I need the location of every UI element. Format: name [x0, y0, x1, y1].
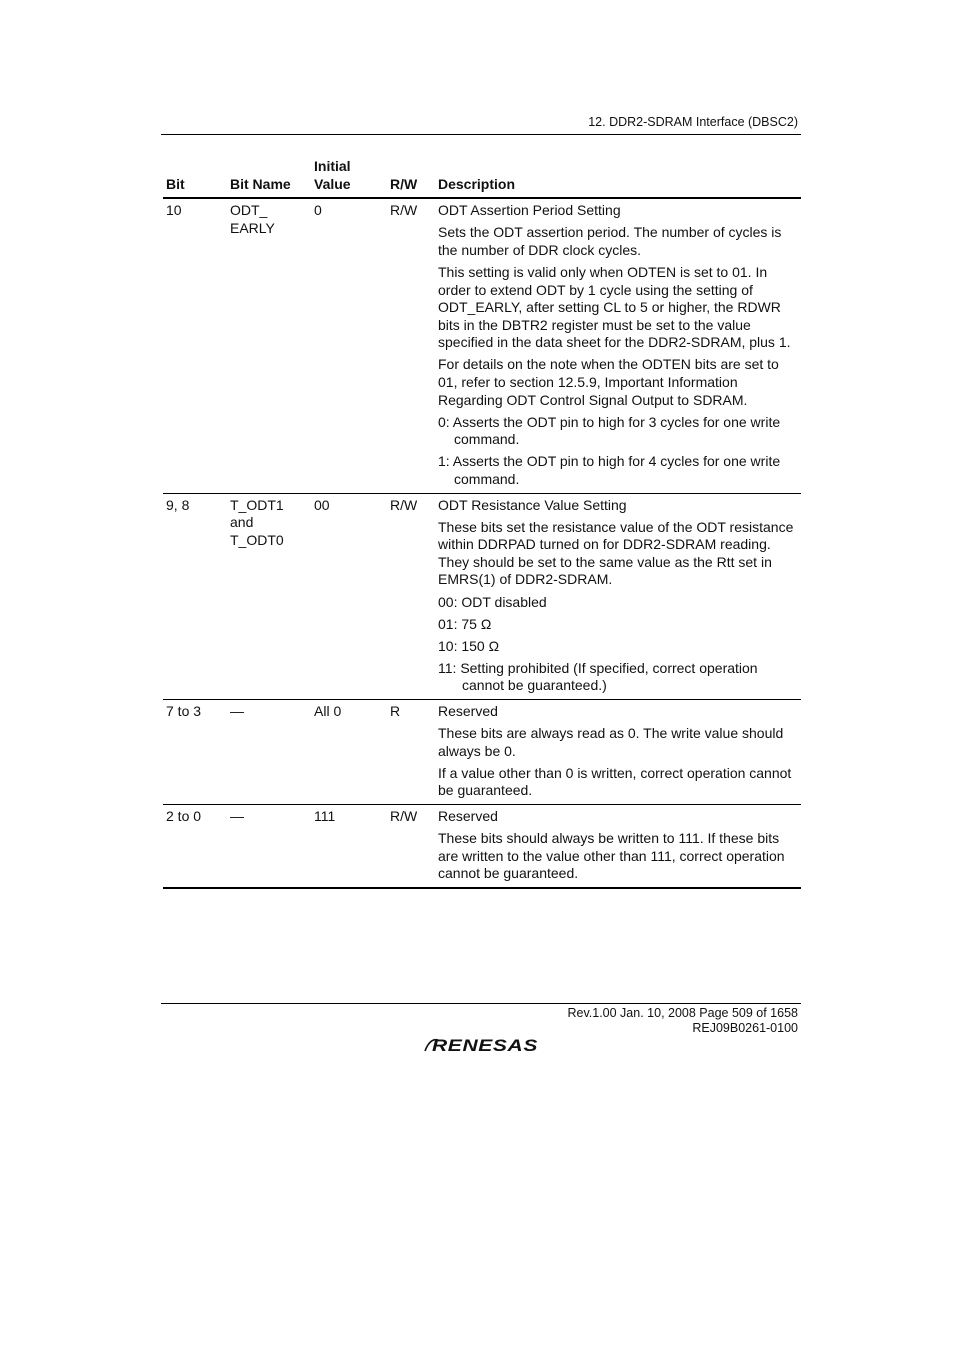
desc-title: ODT Resistance Value Setting: [438, 496, 627, 513]
bit-name-line: ODT_: [230, 202, 268, 219]
header-rule: [161, 134, 801, 135]
cell-description: [435, 493, 801, 699]
col-header-description: Description: [438, 175, 516, 192]
register-bit-table: [163, 156, 801, 889]
cell-bit: 10: [166, 202, 182, 219]
table-row: [163, 700, 801, 805]
col-header-bit-name: Bit Name: [230, 175, 291, 192]
table-row: [163, 805, 801, 888]
footer-rule: [161, 1003, 801, 1004]
cell-bit-name: [227, 493, 311, 699]
desc-option: 0: Asserts the ODT pin to high for 3 cycles for one write command.: [438, 413, 781, 448]
cell-rw: R: [390, 703, 401, 720]
desc-paragraph: If a value other than 0 is written, correct operation cannot be guaranteed.: [438, 764, 792, 799]
desc-paragraph: This setting is valid only when ODTEN is set to 01. In order to extend ODT by 1 cycle using the setting of ODT_EARLY, after setting CL to 5 or higher, the RDWR bits in the DBTR2 register must be set to the value specified in the data sheet for the DDR2-SDRAM, plus 1.: [438, 263, 791, 351]
desc-paragraph: Sets the ODT assertion period. The number of cycles is the number of DDR clock cycles.: [438, 224, 782, 258]
cell-initial-value: 0: [314, 202, 322, 219]
bit-name-line: EARLY: [230, 219, 275, 236]
footer-revision: Rev.1.00 Jan. 10, 2008 Page 509 of 1658: [567, 1006, 798, 1020]
col-header-rw: R/W: [390, 175, 418, 192]
desc-option: 1: Asserts the ODT pin to high for 4 cycles for one write command.: [438, 453, 781, 487]
cell-description: [435, 700, 801, 805]
cell-rw: R/W: [390, 496, 418, 513]
cell-initial-value: All 0: [314, 703, 342, 720]
desc-option: 10: 150 Ω: [438, 637, 500, 654]
col-header-initial-line2: Value: [314, 175, 351, 192]
desc-option: 00: ODT disabled: [438, 593, 547, 610]
cell-initial-value: 00: [314, 496, 330, 513]
bit-name-line: T_ODT0: [230, 531, 284, 548]
desc-title: ODT Assertion Period Setting: [438, 202, 621, 219]
col-header-initial-line1: Initial: [314, 158, 351, 174]
table-header-row: [163, 156, 801, 198]
cell-bit-name: —: [230, 808, 244, 824]
cell-rw: R/W: [390, 808, 418, 824]
cell-bit-name: [227, 198, 311, 493]
footer-doc-number: REJ09B0261-0100: [692, 1021, 798, 1035]
desc-option: 01: 75 Ω: [438, 615, 492, 632]
desc-title: Reserved: [438, 808, 498, 824]
running-header: 12. DDR2-SDRAM Interface (DBSC2): [588, 115, 798, 129]
cell-description: [435, 198, 801, 493]
desc-option: 11: Setting prohibited (If specified, correct operation cannot be guaranteed.): [438, 659, 758, 694]
bit-name-line: and: [230, 514, 254, 531]
cell-bit: 2 to 0: [166, 808, 202, 824]
table-row: [163, 198, 801, 493]
cell-bit: 7 to 3: [166, 703, 202, 720]
desc-paragraph: These bits should always be written to 111. If these bits are written to the value other than 111, correct operation cannot be guaranteed.: [438, 830, 785, 882]
desc-paragraph: For details on the note when the ODTEN bits are set to 01, refer to section 12.5.9, Important Information Regarding ODT Control Signal Output to SDRAM.: [438, 356, 779, 408]
cell-bit-name: —: [230, 703, 244, 720]
table-row: [163, 493, 801, 699]
cell-description: [435, 805, 801, 888]
cell-rw: R/W: [390, 202, 418, 219]
col-header-bit: Bit: [166, 175, 185, 192]
logo-wordmark: RENESAS: [432, 1036, 539, 1055]
desc-paragraph: These bits set the resistance value of the ODT resistance within DDRPAD turned on for DDR2-SDRAM reading. They should be set to the same value as the Rtt set in EMRS(1) of DDR2-SDRAM.: [438, 518, 794, 588]
cell-bit: 9, 8: [166, 496, 190, 513]
bit-name-line: T_ODT1: [230, 496, 284, 513]
desc-title: Reserved: [438, 703, 498, 720]
desc-paragraph: These bits are always read as 0. The write value should always be 0.: [438, 725, 784, 759]
col-header-initial-value: [311, 156, 387, 198]
cell-initial-value: 111: [314, 808, 336, 824]
renesas-logo: [421, 1031, 543, 1057]
